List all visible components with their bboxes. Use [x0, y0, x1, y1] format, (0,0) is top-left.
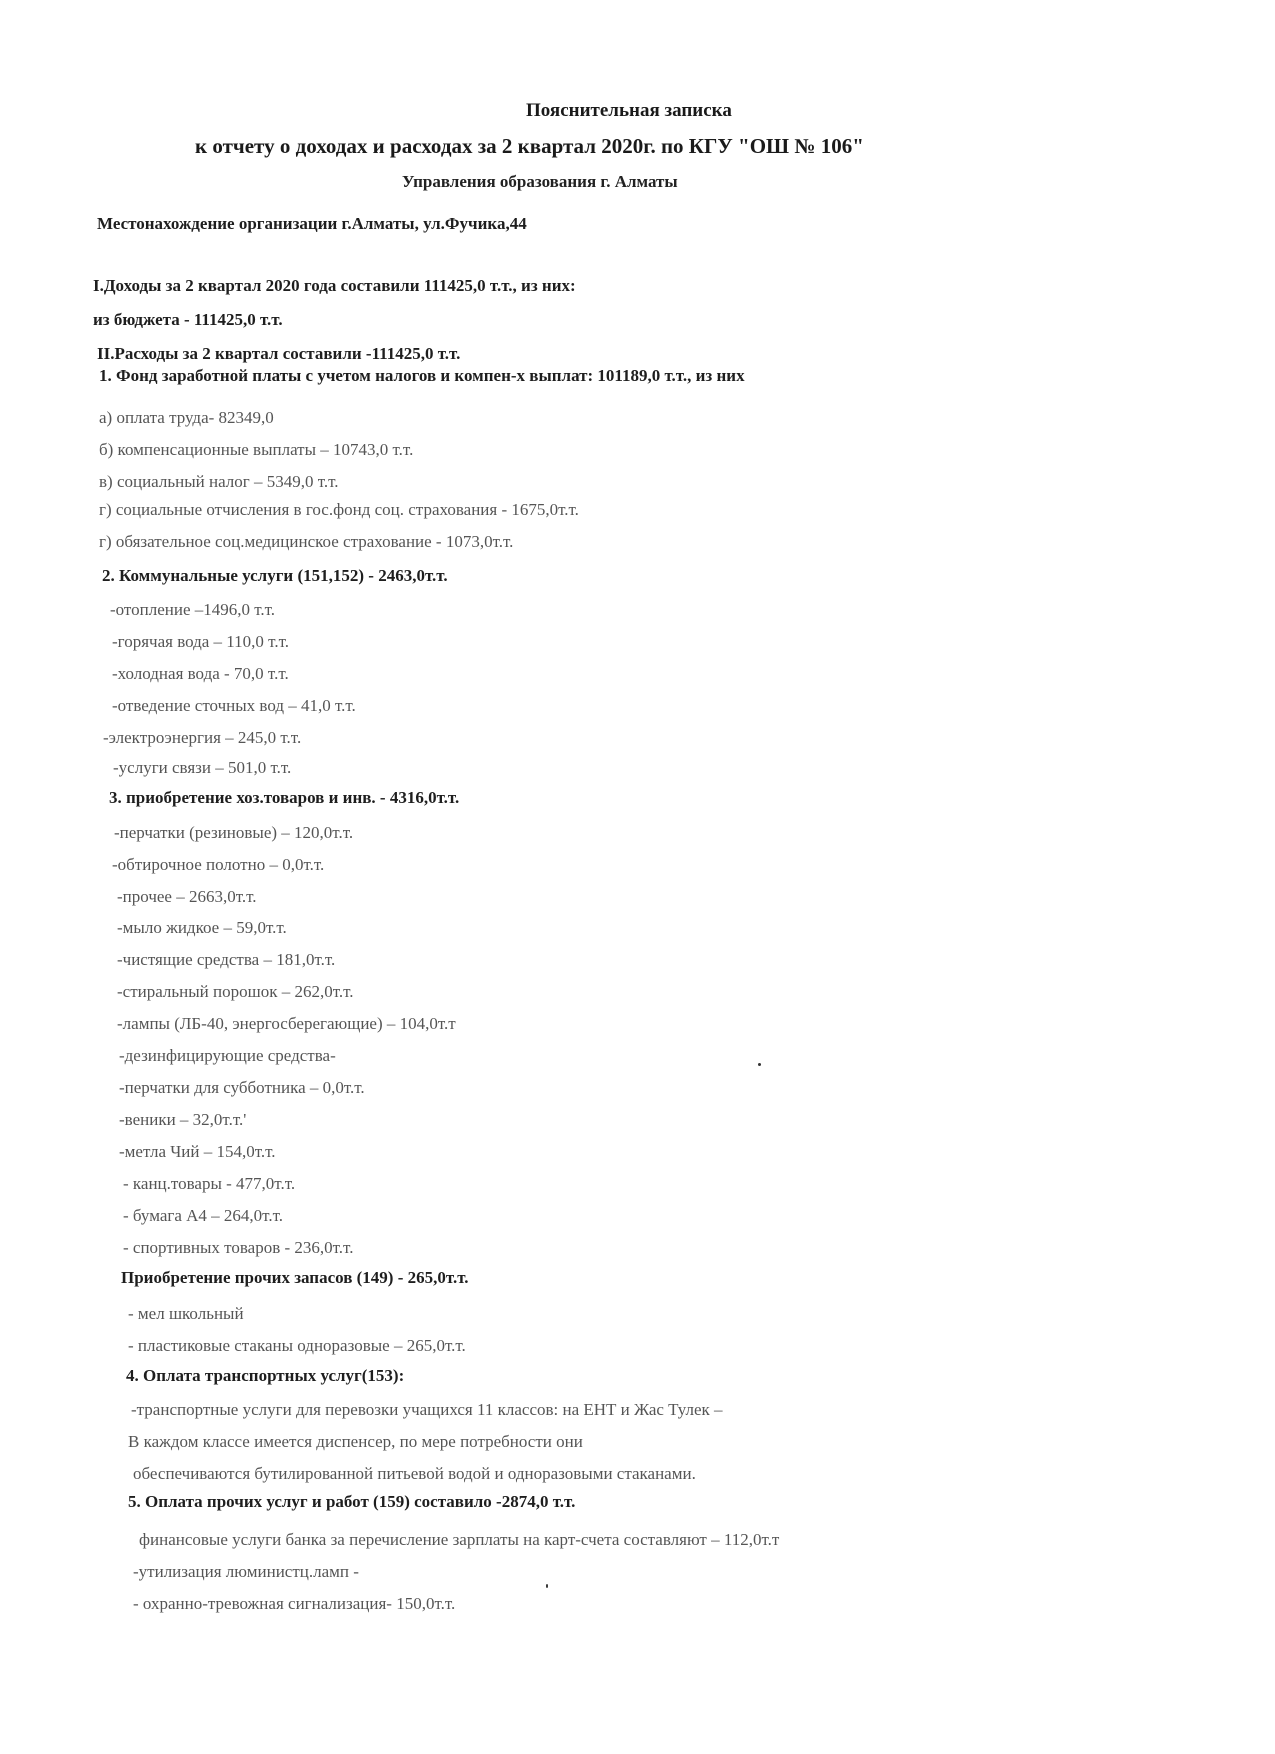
scan-speck: [758, 1063, 761, 1066]
payroll-item: г) социальные отчисления в гос.фонд соц. страхования - 1675,0т.т.: [99, 500, 579, 519]
supplies-item: -прочее – 2663,0т.т.: [117, 887, 257, 906]
supplies-item: -перчатки для субботника – 0,0т.т.: [119, 1078, 365, 1097]
utilities-item: -отопление –1496,0 т.т.: [110, 600, 276, 619]
utilities-item: -электроэнергия – 245,0 т.т.: [103, 728, 302, 747]
services-item: - охранно-тревожная сигнализация- 150,0т.т.: [133, 1594, 456, 1613]
transport-item: В каждом классе имеется диспенсер, по мере потребности они: [128, 1432, 583, 1451]
utilities-item: -горячая вода – 110,0 т.т.: [112, 632, 289, 651]
department-line: Управления образования г. Алматы: [402, 172, 678, 191]
utilities-item: -отведение сточных вод – 41,0 т.т.: [112, 696, 356, 715]
services-item: -утилизация люминистц.ламп -: [133, 1562, 359, 1581]
payroll-item: а) оплата труда- 82349,0: [99, 408, 274, 427]
services-item: финансовые услуги банка за перечисление зарплаты на карт-счета составляют – 112,0т.т: [139, 1530, 780, 1549]
supplies-item: - спортивных товаров - 236,0т.т.: [123, 1238, 354, 1257]
payroll-item: б) компенсационные выплаты – 10743,0 т.т.: [99, 440, 414, 459]
supplies-item: -веники – 32,0т.т.': [119, 1110, 247, 1129]
supplies-item: -обтирочное полотно – 0,0т.т.: [112, 855, 325, 874]
income-budget: из бюджета - 111425,0 т.т.: [93, 310, 283, 329]
supplies-heading: 3. приобретение хоз.товаров и инв. - 4316,0т.т.: [109, 788, 460, 807]
supplies-item: - бумага А4 – 264,0т.т.: [123, 1206, 283, 1225]
supplies-item: -лампы (ЛБ-40, энергосберегающие) – 104,0т.т: [117, 1014, 456, 1033]
document-subtitle: к отчету о доходах и расходах за 2 квартал 2020г. по КГУ "ОШ № 106": [195, 134, 864, 158]
transport-item: -транспортные услуги для перевозки учащихся 11 классов: на ЕНТ и Жас Тулек –: [131, 1400, 723, 1419]
payroll-item: в) социальный налог – 5349,0 т.т.: [99, 472, 339, 491]
transport-heading: 4. Оплата транспортных услуг(153):: [126, 1366, 405, 1385]
location-line: Местонахождение организации г.Алматы, ул.Фучика,44: [97, 214, 527, 233]
services-heading: 5. Оплата прочих услуг и работ (159) составило -2874,0 т.т.: [128, 1492, 576, 1511]
other-stock-heading: Приобретение прочих запасов (149) - 265,0т.т.: [121, 1268, 469, 1287]
supplies-item: -перчатки (резиновые) – 120,0т.т.: [114, 823, 354, 842]
utilities-heading: 2. Коммунальные услуги (151,152) - 2463,0т.т.: [102, 566, 448, 585]
supplies-item: -стиральный порошок – 262,0т.т.: [117, 982, 354, 1001]
document-title: Пояснительная записка: [526, 100, 732, 121]
income-total: I.Доходы за 2 квартал 2020 года составили 111425,0 т.т., из них:: [93, 276, 576, 295]
expenses-total: II.Расходы за 2 квартал составили -111425,0 т.т.: [97, 344, 461, 363]
supplies-item: - канц.товары - 477,0т.т.: [123, 1174, 296, 1193]
utilities-item: -холодная вода - 70,0 т.т.: [112, 664, 289, 683]
other-stock-item: - мел школьный: [128, 1304, 244, 1323]
other-stock-item: - пластиковые стаканы одноразовые – 265,0т.т.: [128, 1336, 466, 1355]
supplies-item: -метла Чий – 154,0т.т.: [119, 1142, 276, 1161]
payroll-heading: 1. Фонд заработной платы с учетом налогов и компен-х выплат: 101189,0 т.т., из них: [99, 366, 745, 385]
supplies-item: -мыло жидкое – 59,0т.т.: [117, 918, 287, 937]
transport-item: обеспечиваются бутилированной питьевой водой и одноразовыми стаканами.: [133, 1464, 696, 1483]
payroll-item: г) обязательное соц.медицинское страхование - 1073,0т.т.: [99, 532, 514, 551]
utilities-item: -услуги связи – 501,0 т.т.: [113, 758, 292, 777]
scan-speck: [546, 1584, 548, 1588]
supplies-item: -чистящие средства – 181,0т.т.: [117, 950, 336, 969]
supplies-item: -дезинфицирующие средства-: [119, 1046, 336, 1065]
